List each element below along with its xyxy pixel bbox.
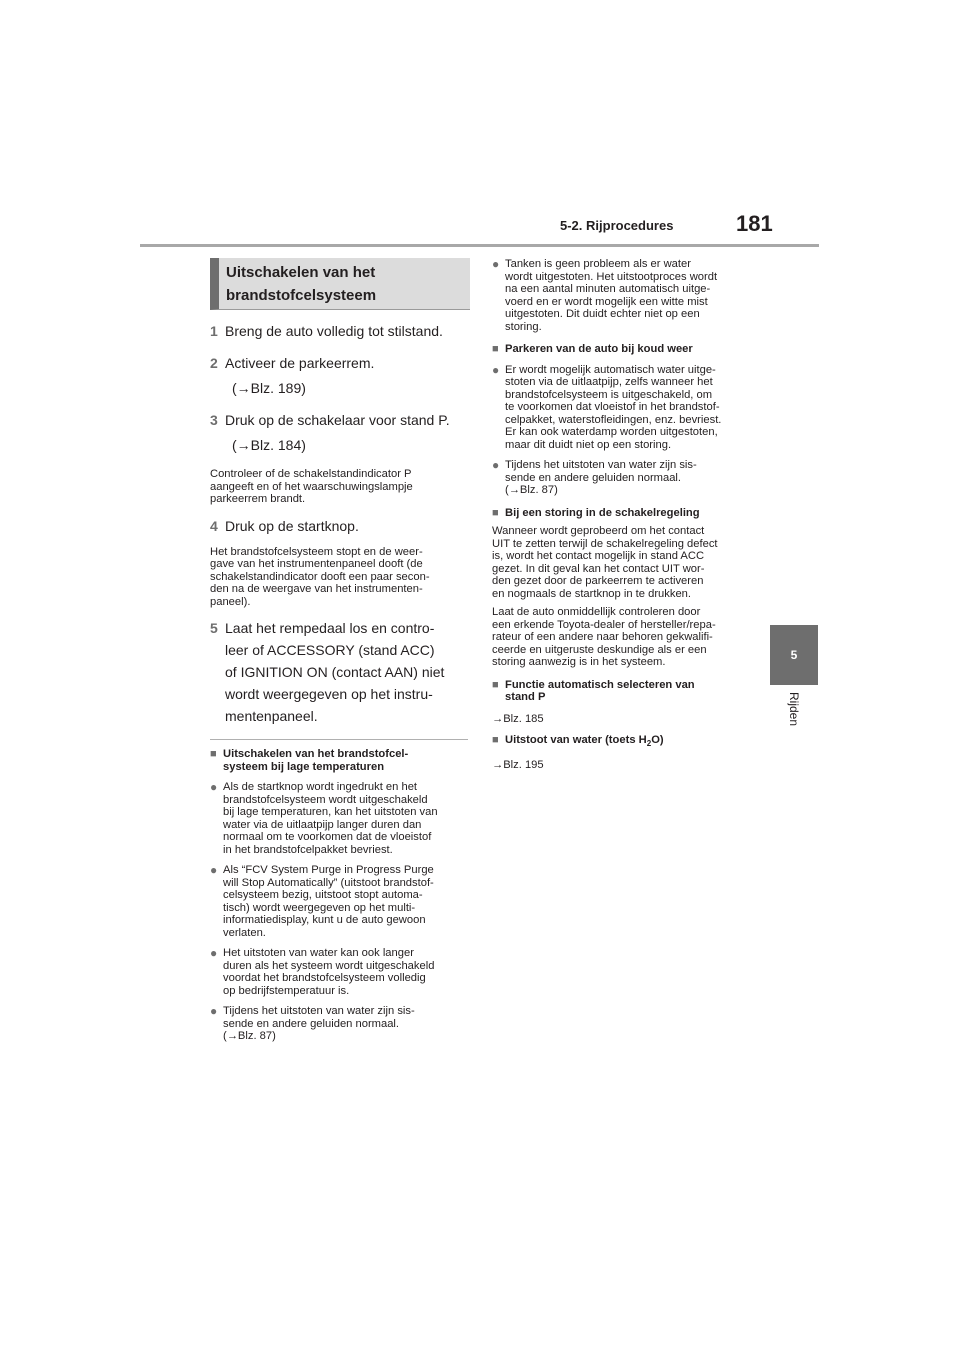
circle-bullet-icon: ●: [492, 458, 500, 472]
step-4-note: Het brandstofcelsysteem stopt en de weer- gave van het instrumentenpaneel dooft (de schakelstandindicator dooft een paar secon- den na de weergave van het instrumenten- paneel).: [210, 545, 430, 608]
chapter-label: [787, 692, 801, 752]
subheading-text: Parkeren van de auto bij koud weer: [505, 343, 693, 355]
step-number: 1: [210, 323, 218, 339]
subheading-text: Bij een storing in de schakelregeling: [505, 506, 700, 519]
list-item: [492, 364, 754, 452]
list-item-text: Tijdens het uitstoten van water zijn sis- sende en andere geluiden normaal. (→Blz. 87): [505, 459, 697, 496]
list-item-text: Als de startknop wordt ingedrukt en het brandstofcelsysteem wordt uitgeschakeld bij lage temperaturen, kan het uitstoten van water via de uitlaatpijp langer duren dan normaal om te voorkomen dat de vloeistof in het brandstofcelpakket bevriest.: [223, 781, 438, 856]
section-title: 5-2. Rijprocedures: [560, 218, 674, 233]
step-number: 5: [210, 620, 218, 636]
header-divider: [140, 244, 819, 247]
subheading-text: Functie automatisch selecteren van stand P: [505, 678, 695, 703]
list-item: [492, 258, 754, 333]
chapter-tab[interactable]: [770, 625, 818, 685]
subheading-water-discharge: [492, 734, 754, 751]
subheading-text-part: O): [651, 734, 664, 746]
list-item-text: Tanken is geen probleem als er water wordt uitgestoten. Het uitstootproces wordt na een aantal minuten automatisch uitge- voerd en er wordt mogelijk een witte mist uitgestoten. Dit duidt echter niet op een storing.: [505, 258, 718, 333]
circle-bullet-icon: ●: [210, 946, 218, 960]
step-text: Druk op de schakelaar voor stand P.: [225, 412, 450, 428]
paragraph: Wanneer wordt geprobeerd om het contact UIT te zetten terwijl de schakelregeling defect is, wordt het contact mogelijk in stand ACC gezet. In dit geval kan het contact UIT wor- den gezet door de parkeerrem te activeren en nogmaals de startknop in te drukken.: [492, 525, 718, 600]
step-4: [210, 515, 470, 537]
subheading-text-part: Uitstoot van water (toets H: [505, 734, 647, 746]
subheading-low-temp: [210, 748, 470, 773]
circle-bullet-icon: ●: [492, 362, 500, 377]
step-number: 4: [210, 517, 218, 534]
subscript: 2: [646, 739, 652, 749]
circle-bullet-icon: ●: [492, 257, 500, 271]
list-item: [210, 864, 470, 939]
step-text: Druk op de startknop.: [225, 517, 359, 534]
section-heading-line2: brandstofcelsysteem: [226, 287, 377, 304]
square-bullet-icon: ■: [492, 734, 499, 746]
list-item-text: Tijdens het uitstoten van water zijn sis- sende en andere geluiden normaal. (→Blz. 87): [223, 1005, 415, 1042]
section-heading-box: [210, 258, 470, 310]
page-number: 181: [736, 211, 773, 236]
chapter-label-text: Rijden: [787, 692, 801, 727]
subheading-cold-weather: [492, 343, 754, 356]
step-5: [210, 617, 470, 727]
square-bullet-icon: ■: [492, 506, 499, 519]
step-text: Activeer de parkeerrem.: [225, 355, 375, 371]
step-1: [210, 320, 470, 342]
step-text: Breng de auto volledig tot stilstand.: [225, 323, 443, 339]
section-heading-line1: Uitschakelen van het: [226, 264, 376, 281]
paragraph: Laat de auto onmiddellijk controleren door een erkende Toyota-dealer of hersteller/repa- rateur of een andere naar behoren gekwalifi- ceerde en uitgeruste deskundige als er een storing aanwezig is in het systeem.: [492, 606, 716, 668]
step-number: 2: [210, 355, 218, 371]
reference-link[interactable]: →Blz. 185: [492, 712, 544, 725]
list-item-text: Als “FCV System Purge in Progress Purge will Stop Automatically” (uitstoot brandstof- celsysteem bezig, uitstoot stopt automa- tisch) wordt weergegeven op het multi- informatiedisplay, kunt u de auto gewoon verlaten.: [223, 864, 434, 939]
circle-bullet-icon: ●: [210, 1004, 218, 1018]
subheading-shift-fault: [492, 507, 754, 520]
step-3-reference-link[interactable]: (→Blz. 184): [232, 437, 306, 453]
circle-bullet-icon: ●: [210, 780, 218, 794]
square-bullet-icon: ■: [492, 343, 499, 355]
left-column: [210, 258, 470, 1043]
step-number: 3: [210, 412, 218, 428]
subheading-text: [505, 734, 754, 751]
step-3-note: Controleer of de schakelstandindicator P aangeeft en of het waarschuwingslampje parkeerrem brandt.: [210, 468, 413, 505]
list-item: [210, 1005, 470, 1043]
chapter-number: 5: [790, 648, 798, 662]
list-item-text: Er wordt mogelijk automatisch water uitge- stoten via de uitlaatpijp, zelfs wanneer het brandstofcelsysteem is uitgeschakeld, om te voorkomen dat vloeistof in het brandstof- celpakket, waterstofleidingen, enz. bevriest. Er kan ook waterdamp worden uitgestoten, maar dit duidt niet op een storing.: [505, 363, 722, 451]
circle-bullet-icon: ●: [210, 863, 218, 877]
reference-link[interactable]: →Blz. 195: [492, 758, 544, 771]
subheading-text: Uitschakelen van het brandstofcel- systeem bij lage temperaturen: [223, 748, 409, 773]
list-item: [210, 781, 470, 856]
square-bullet-icon: ■: [492, 678, 499, 691]
list-item: [210, 947, 470, 997]
list-item-text: Het uitstoten van water kan ook langer duren als het systeem wordt uitgeschakeld voordat het brandstofcelsysteem volledig op bedrijfstemperatuur is.: [223, 947, 435, 997]
subheading-auto-p: [492, 679, 754, 704]
square-bullet-icon: ■: [210, 748, 217, 760]
right-column: [492, 255, 754, 771]
step-2: [210, 352, 470, 374]
step-text: Laat het rempedaal los en contro- leer of ACCESSORY (stand ACC) of IGNITION ON (contact AAN) niet wordt weergegeven op het instru- mentenpaneel.: [225, 620, 445, 724]
section-divider: [210, 739, 468, 740]
step-2-reference-link[interactable]: (→Blz. 189): [232, 380, 306, 396]
step-3: [210, 409, 470, 431]
list-item: [492, 459, 754, 497]
